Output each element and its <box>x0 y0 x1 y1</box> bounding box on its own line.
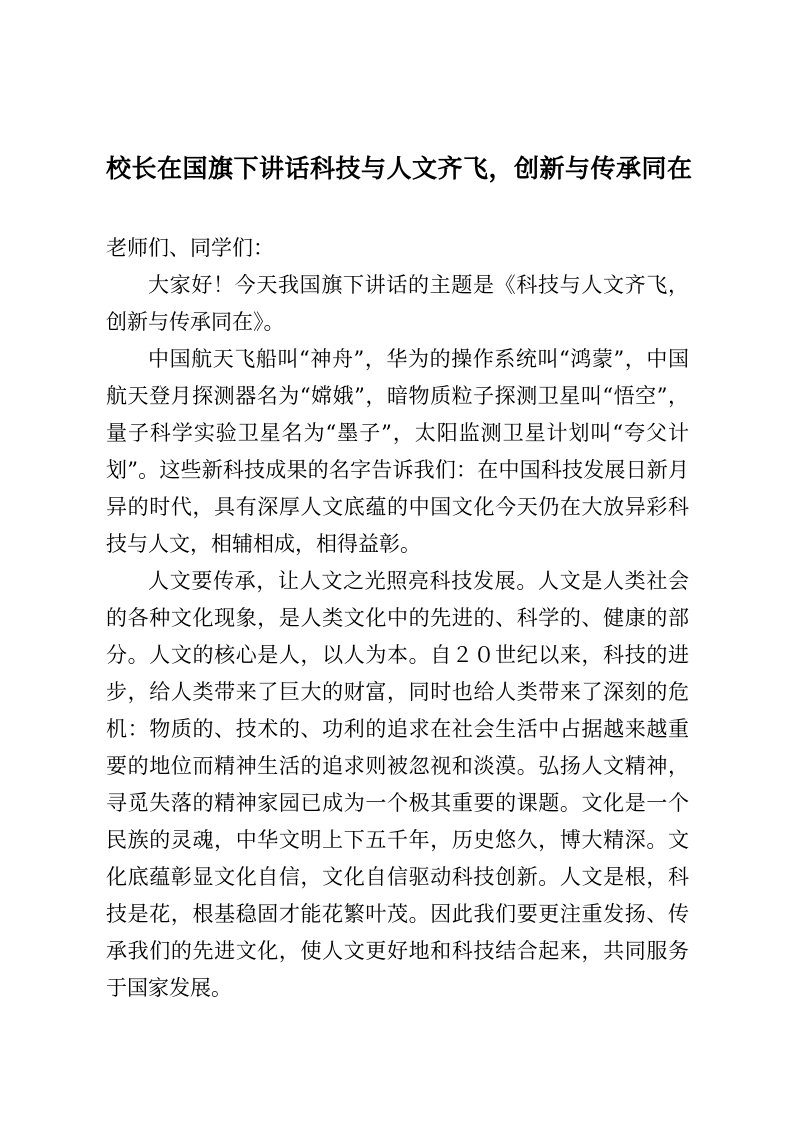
paragraph-science-names: 中国航天飞船叫“神舟”，华为的操作系统叫“鸿蒙”，中国航天登月探测器名为“嫦娥”，暗物质粒子探测卫星叫“悟空”，量子科学实验卫星名为“墨子”，太阳监测卫星计划叫“夸父计划”。这些新科技成果的名字告诉我们：在中国科技发展日新月异的时代，具有深厚人文底蕴的中国文化今天仍在大放异彩科技与人文，相辅相成，相得益彰。 <box>106 347 689 556</box>
salutation-line: 老师们、同学们： <box>106 236 274 260</box>
document-body <box>106 230 689 1007</box>
document-title: 校长在国旗下讲话科技与人文齐飞，创新与传承同在 <box>106 154 693 183</box>
paragraph-intro: 大家好！今天我国旗下讲话的主题是《科技与人文齐飞，创新与传承同在》。 <box>106 273 689 334</box>
paragraph-humanities: 人文要传承，让人文之光照亮科技发展。人文是人类社会的各种文化现象，是人类文化中的先进的、科学的、健康的部分。人文的核心是人，以人为本。自２０世纪以来，科技的进步，给人类带来了巨大的财富，同时也给人类带来了深刻的危机：物质的、技术的、功利的追求在社会生活中占据越来越重要的地位而精神生活的追求则被忽视和淡漠。弘扬人文精神，寻觅失落的精神家园已成为一个极其重要的课题。文化是一个民族的灵魂，中华文明上下五千年，历史悠久，博大精深。文化底蕴彰显文化自信，文化自信驱动科技创新。人文是根，科技是花，根基稳固才能花繁叶茂。因此我们要更注重发扬、传承我们的先进文化，使人文更好地和科技结合起来，共同服务于国家发展。 <box>106 569 689 1000</box>
